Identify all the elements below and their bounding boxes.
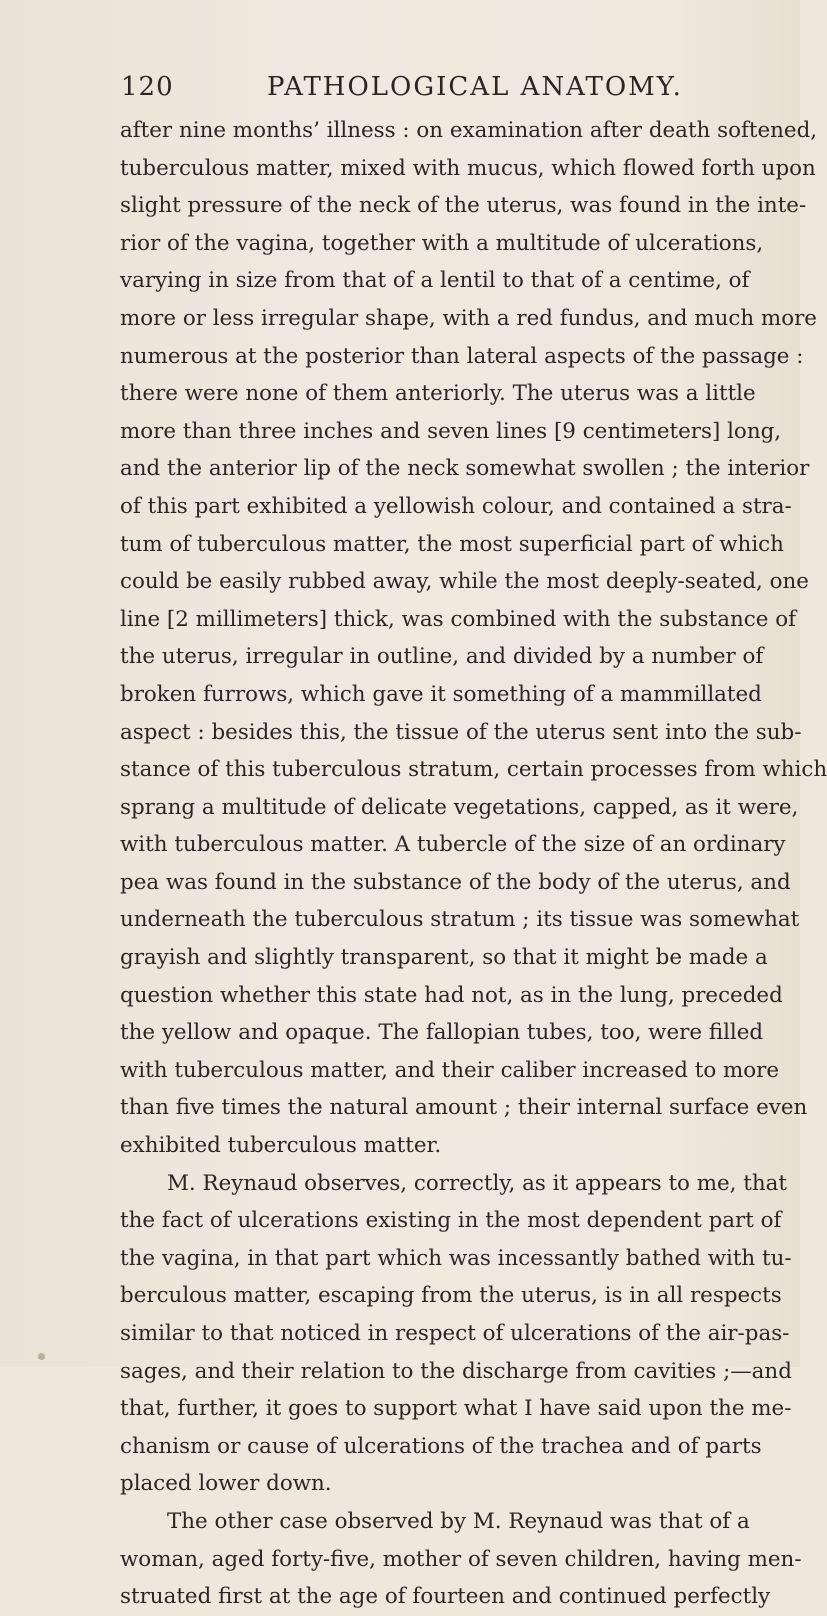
running-head: PATHOLOGICAL ANATOMY. (267, 72, 683, 102)
text-line: with tuberculous matter, and their caliber increased to more (120, 1057, 780, 1083)
text-line: chanism or cause of ulcerations of the trachea and of parts (120, 1433, 762, 1459)
text-line: tuberculous matter, mixed with mucus, which flowed forth upon (120, 155, 816, 181)
text-line: tum of tuberculous matter, the most superficial part of which (120, 531, 784, 557)
text-line: and the anterior lip of the neck somewhat swollen ; the interior (120, 456, 810, 482)
text-line: the vagina, in that part which was incessantly bathed with tu- (120, 1245, 792, 1271)
body-text (120, 112, 827, 1616)
text-line: stance of this tuberculous stratum, certain processes from which (120, 757, 827, 783)
text-line: slight pressure of the neck of the uterus, was found in the inte- (120, 193, 807, 219)
text-line: aspect : besides this, the tissue of the uterus sent into the sub- (120, 719, 802, 745)
page-header (0, 72, 800, 112)
paragraph-end-line: exhibited tuberculous matter. (120, 1133, 442, 1159)
text-line: the fact of ulcerations existing in the most dependent part of (120, 1208, 782, 1234)
text-line: could be easily rubbed away, while the most deeply-seated, one (120, 569, 809, 595)
text-line: numerous at the posterior than lateral aspects of the passage : (120, 343, 804, 369)
text-line: pea was found in the substance of the body of the uterus, and (120, 869, 791, 895)
text-line: there were none of them anteriorly. The uterus was a little (120, 381, 756, 407)
text-line: the yellow and opaque. The fallopian tubes, too, were filled (120, 1020, 764, 1046)
text-line: of this part exhibited a yellowish colour, and contained a stra- (120, 493, 792, 519)
text-line: with tuberculous matter. A tubercle of the size of an ordinary (120, 832, 786, 858)
text-line: broken furrows, which gave it something of a mammillated (120, 681, 762, 707)
text-line: berculous matter, escaping from the uterus, is in all respects (120, 1283, 782, 1309)
text-line: than five times the natural amount ; their internal surface even (120, 1095, 808, 1121)
paper-speck (38, 1353, 45, 1360)
text-line: that, further, it goes to support what I have said upon the me- (120, 1396, 792, 1422)
text-line: struated first at the age of fourteen and continued perfectly (120, 1584, 771, 1610)
text-line: grayish and slightly transparent, so that it might be made a (120, 945, 768, 971)
text-line: underneath the tuberculous stratum ; its tissue was somewhat (120, 907, 800, 933)
text-line: similar to that noticed in respect of ulcerations of the air-pas- (120, 1321, 790, 1346)
text-line: after nine months’ illness : on examination after death softened, (120, 118, 818, 143)
paragraph-start-line: The other case observed by M. Reynaud was that of a (167, 1508, 750, 1534)
paragraph-start-line: M. Reynaud observes, correctly, as it appears to me, that (167, 1170, 787, 1196)
page-number: 120 (121, 72, 174, 102)
paragraph-end-line: placed lower down. (120, 1471, 332, 1497)
text-line: question whether this state had not, as in the lung, preceded (120, 982, 783, 1008)
text-line: varying in size from that of a lentil to that of a centime, of (120, 268, 750, 294)
text-line: the uterus, irregular in outline, and divided by a number of (120, 644, 764, 670)
text-line: line [2 millimeters] thick, was combined with the substance of (120, 606, 796, 632)
text-line: more than three inches and seven lines [9 centimeters] long, (120, 418, 782, 444)
text-line: sprang a multitude of delicate vegetations, capped, as it were, (120, 794, 799, 820)
text-line: sages, and their relation to the discharge from cavities ;—and (120, 1358, 792, 1384)
text-line: woman, aged forty-five, mother of seven children, having men- (120, 1546, 802, 1572)
text-line: rior of the vagina, together with a multitude of ulcerations, (120, 230, 764, 256)
text-line: more or less irregular shape, with a red fundus, and much more (120, 305, 817, 331)
